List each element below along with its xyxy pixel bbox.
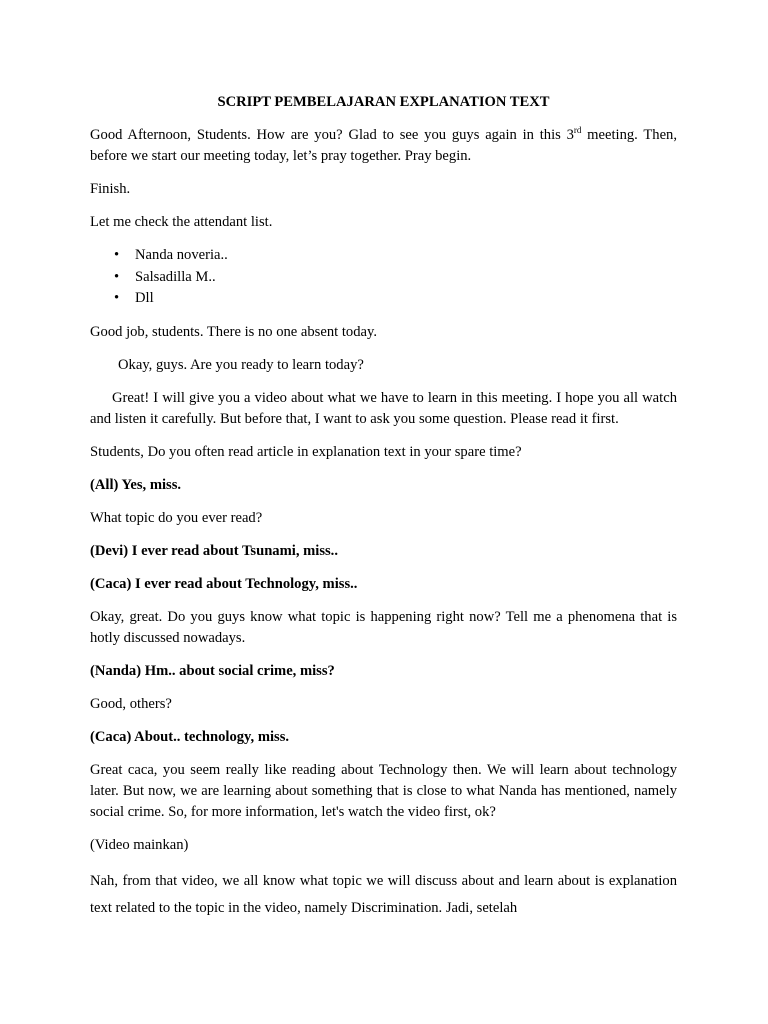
answer-devi: (Devi) I ever read about Tsunami, miss.. — [90, 542, 338, 559]
attendance-intro: Let me check the attendant list. — [90, 214, 273, 230]
closing-paragraph: Nah, from that video, we all know what topic we will discuss about and learn about is explanation text related to the topic in the video, namely Discrimination. Jadi, setelah — [90, 872, 677, 916]
greeting-text-end: meeting. Then, before we start our meeting today, let’s pray together. Pray begin. — [90, 127, 677, 164]
document-page — [90, 92, 677, 922]
document-title: SCRIPT PEMBELAJARAN EXPLANATION TEXT — [217, 94, 550, 110]
greeting-paragraph — [90, 125, 677, 167]
bullet-icon: • — [114, 268, 120, 285]
great-caca-paragraph: Great caca, you seem really like reading about Technology then. We will learn about technology later. But now, we are learning about something that is close to what Nanda has mentioned, namely social crime. So, for more information, let's watch the video first, ok? — [90, 761, 677, 820]
question-topic: What topic do you ever read? — [90, 509, 263, 526]
answer-caca-about: (Caca) About.. technology, miss. — [90, 728, 290, 745]
attendance-list — [90, 245, 677, 310]
list-item — [114, 267, 677, 289]
video-note: (Video mainkan) — [90, 836, 189, 853]
video-intro-paragraph: Great! I will give you a video about what we have to learn in this meeting. I hope you all watch and listen it carefully. But before that, I want to ask you some question. Please read it first. — [90, 389, 677, 427]
ordinal-suffix: rd — [573, 125, 582, 136]
answer-nanda: (Nanda) Hm.. about social crime, miss? — [90, 662, 335, 679]
ready-line: Okay, guys. Are you ready to learn today? — [118, 356, 364, 373]
question-often-read: Students, Do you often read article in explanation text in your spare time? — [90, 443, 522, 460]
attendant-name: Nanda noveria.. — [135, 247, 228, 263]
answer-caca-technology: (Caca) I ever read about Technology, miss.. — [90, 575, 358, 592]
bullet-icon: • — [114, 290, 120, 306]
bullet-icon: • — [114, 247, 120, 263]
list-item — [114, 245, 677, 267]
finish-line: Finish. — [90, 181, 131, 197]
attendant-name: Salsadilla M.. — [135, 268, 216, 285]
question-phenomena: Okay, great. Do you guys know what topic is happening right now? Tell me a phenomena that is hotly discussed nowadays. — [90, 608, 677, 646]
good-others-line: Good, others? — [90, 695, 172, 712]
list-item — [114, 288, 677, 310]
attendant-name: Dll — [135, 290, 154, 306]
greeting-text-start: Good Afternoon, Students. How are you? Glad to see you guys again in this 3 — [90, 127, 574, 143]
good-job-line: Good job, students. There is no one absent today. — [90, 323, 377, 340]
answer-all: (All) Yes, miss. — [90, 476, 182, 493]
